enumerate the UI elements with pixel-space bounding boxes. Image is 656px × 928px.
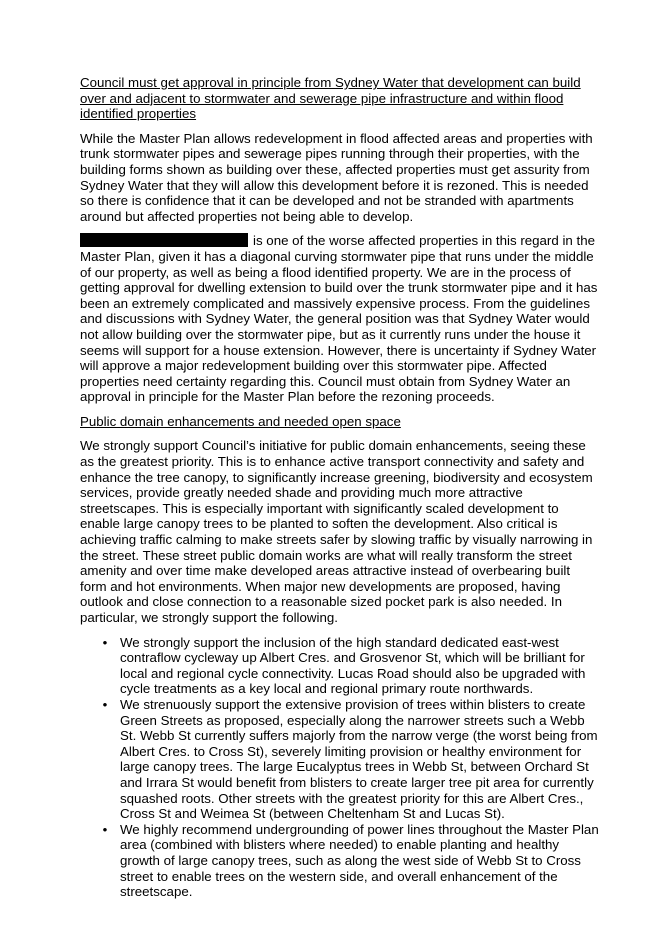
paragraph-master-plan-redevelopment: While the Master Plan allows redevelopment in flood affected areas and properties with trunk stormwater pipes and sewerage pipes running through their properties, with the building forms shown as building over these, affected properties must get assurity from Sydney Water that they will allow this development before it is rezoned. This is needed so there is confidence that it can be developed and not be stranded with apartments around but affected properties not being able to develop.	[80, 130, 593, 224]
paragraph-affected-property-text: is one of the worse affected properties in this regard in the Master Plan, given it has a diagonal curving stormwater pipe that runs under the middle of our property, as well as being a flood identified property. We are in the process of getting approval for dwelling extension to build over the trunk stormwater pipe and it has been an extremely complicated and massively expensive process. From the guidelines and discussions with Sydney Water, the general position was that Sydney Water would not allow building over the stormwater pipe, but as it currently runs under the house it seems will support for a house extension. However, there is uncertainty if Sydney Water will approve a major redevelopment building over this stormwater pipe. Affected properties need certainty regarding this. Council must obtain from Sydney Water an approval in principle for the Master Plan before the rezoning proceeds.	[80, 233, 598, 405]
list-item	[80, 635, 600, 697]
section-heading-sydney-water: Council must get approval in principle from Sydney Water that development can build over and adjacent to stormwater and sewerage pipe infrastructure and within flood identified properties	[80, 75, 581, 122]
list-item	[80, 697, 600, 822]
redaction-block	[80, 233, 248, 247]
support-bullet-list	[80, 635, 600, 900]
list-item-text: We strongly support the inclusion of the high standard dedicated east-west contraflow cycleway up Albert Cres. and Grosvenor St, which will be brilliant for local and regional cycle connectivity. Lucas Road should also be upgraded with cycle treatments as a key local and regional primary route northwards.	[120, 634, 586, 697]
list-item-text: We strenuously support the extensive provision of trees within blisters to create Green Streets as proposed, especially along the narrower streets such a Webb St. Webb St currently suffers majorly from the narrow verge (the worst being from Albert Cres. to Cross St), severely limiting provision or healthy environment for large canopy trees. The large Eucalyptus trees in Webb St, between Orchard St and Irrara St would benefit from blisters to create larger tree pit area for currently squashed roots. Other streets with the greatest priority for this are Albert Cres., Cross St and Weimea St (between Cheltenham St and Lucas St).	[120, 696, 598, 822]
bullet-icon: •	[102, 696, 108, 712]
list-item	[80, 822, 600, 900]
paragraph-public-domain-support: We strongly support Council’s initiative for public domain enhancements, seeing these as the greatest priority. This is to enhance active transport connectivity and safety and enhance the tree canopy, to significantly increase greening, biodiversity and ecosystem services, provide greatly needed shade and providing much more attractive streetscapes. This is especially important with significantly scaled development to enable large canopy trees to be planted to soften the development. Also critical is achieving traffic calming to make streets safer by slowing traffic by visually narrowing in the street. These street public domain works are what will really transform the street amenity and over time make developed areas attractive instead of overbearing built form and hot environments. When major new developments are proposed, having outlook and close connection to a reasonable sized pocket park is also needed. In particular, we strongly support the following.	[80, 438, 593, 625]
document-page	[80, 75, 600, 900]
section-heading-public-domain: Public domain enhancements and needed open space	[80, 413, 401, 429]
paragraph-affected-property	[80, 233, 600, 405]
list-item-text: We highly recommend undergrounding of power lines throughout the Master Plan area (combined with blisters where needed) to enable planting and healthy growth of large canopy trees, such as along the west side of Webb St to Cross street to enable trees on the western side, and overall enhancement of the streetscape.	[120, 821, 599, 900]
bullet-icon: •	[102, 821, 108, 837]
bullet-icon: •	[102, 634, 108, 650]
